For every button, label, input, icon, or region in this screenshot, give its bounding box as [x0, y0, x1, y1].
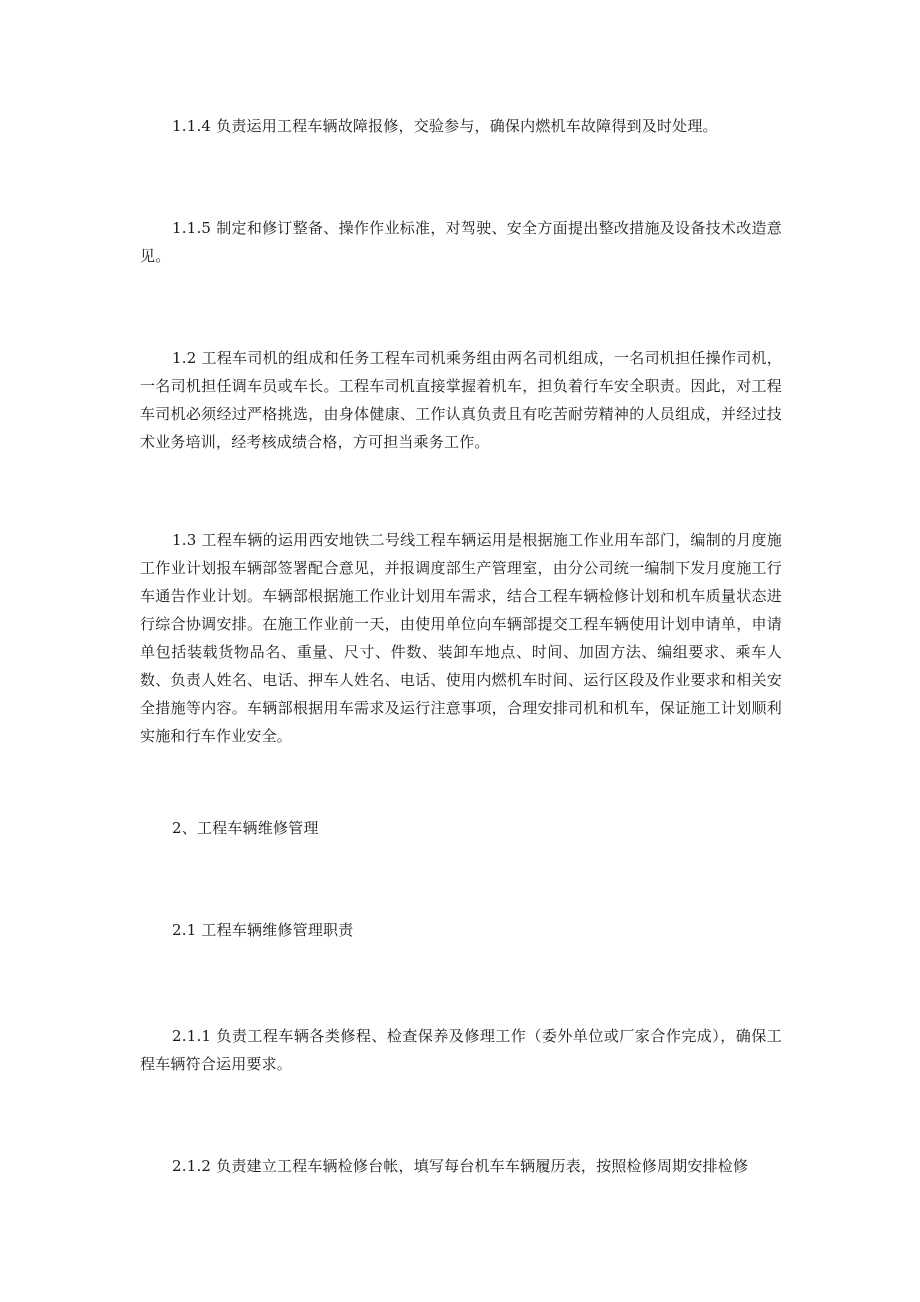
section-heading-2: 2、工程车辆维修管理 [172, 819, 319, 837]
paragraph-1-2: 1.2 工程车司机的组成和任务工程车司机乘务组由两名司机组成，一名司机担任操作司机，一名司机担任调车员或车长。工程车司机直接掌握着机车，担负着行车安全职责。因此，对工程车司机必须经过严格挑选，由身体健康、工作认真负责且有吃苦耐劳精神的人员组成，并经过技术业务培训，经考核成绩合格，方可担当乘务工作。 [140, 349, 782, 451]
paragraph-2-1-1: 2.1.1 负责工程车辆各类修程、检查保养及修理工作（委外单位或厂家合作完成），确保工程车辆符合运用要求。 [140, 1027, 782, 1073]
paragraph-1-1-5: 1.1.5 制定和修订整备、操作作业标准，对驾驶、安全方面提出整改措施及设备技术改造意见。 [140, 219, 782, 265]
paragraph-1-3: 1.3 工程车辆的运用西安地铁二号线工程车辆运用是根据施工作业用车部门，编制的月度施工作业计划报车辆部签署配合意见，并报调度部生产管理室，由分公司统一编制下发月度施工行车通告作业计划。车辆部根据施工作业计划用车需求，结合工程车辆检修计划和机车质量状态进行综合协调安排。在施工作业前一天，由使用单位向车辆部提交工程车辆使用计划申请单，申请单包括装载货物品名、重量、尺寸、件数、装卸车地点、时间、加固方法、编组要求、乘车人数、负责人姓名、电话、押车人姓名、电话、使用内燃机车时间、运行区段及作业要求和相关安全措施等内容。车辆部根据用车需求及运行注意事项，合理安排司机和机车，保证施工计划顺利实施和行车作业安全。 [140, 531, 782, 745]
paragraph-1-1-4: 1.1.4 负责运用工程车辆故障报修，交验参与，确保内燃机车故障得到及时处理。 [172, 117, 718, 135]
subsection-heading-2-1: 2.1 工程车辆维修管理职责 [172, 921, 354, 939]
paragraph-2-1-2: 2.1.2 负责建立工程车辆检修台帐，填写每台机车车辆履历表，按照检修周期安排检修 [172, 1157, 749, 1175]
